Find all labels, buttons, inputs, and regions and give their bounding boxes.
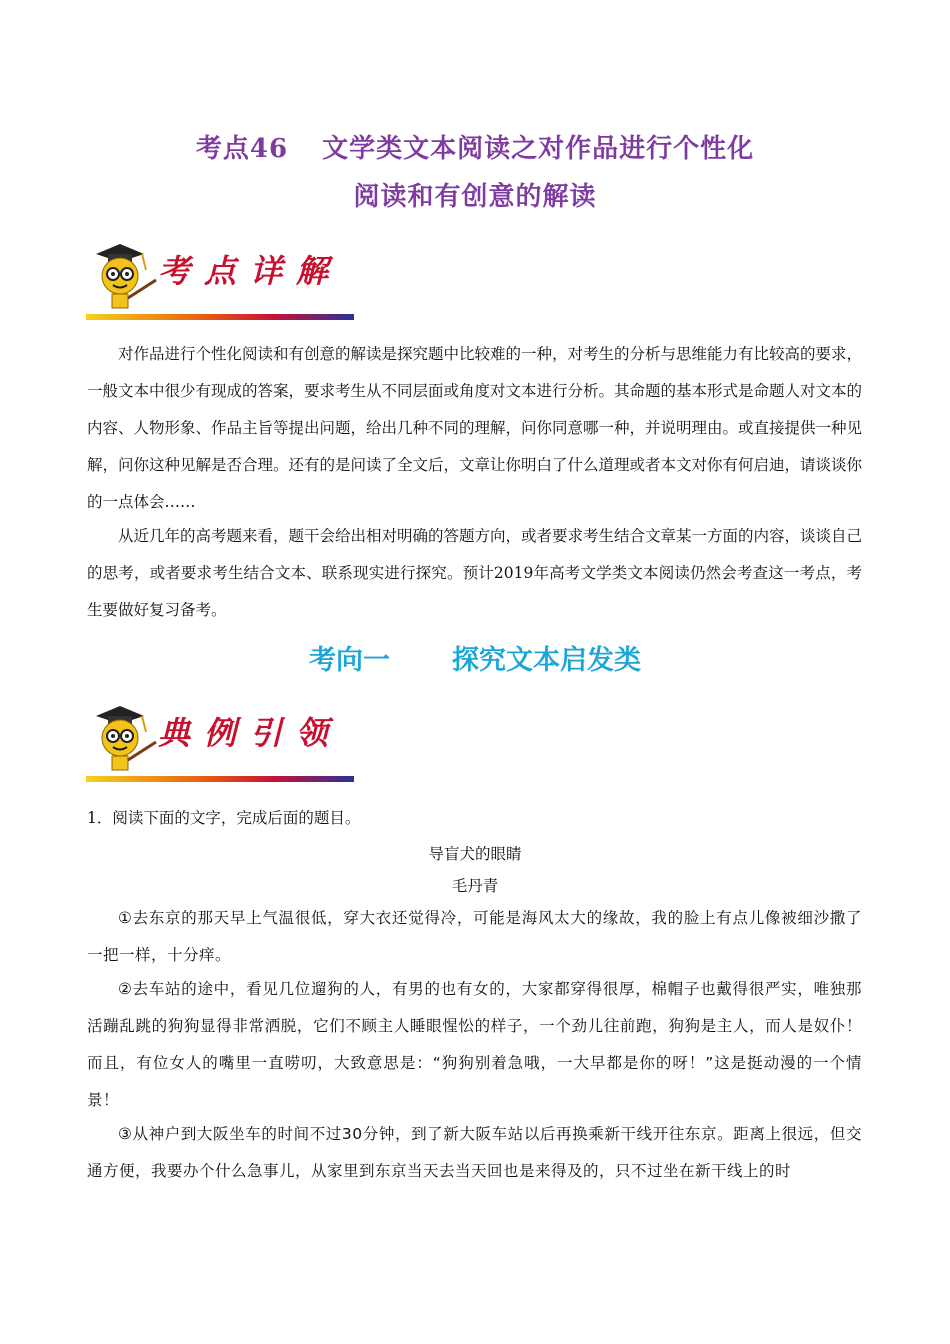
banner-underline bbox=[86, 314, 354, 320]
banner-label: 典例引领 bbox=[158, 714, 343, 752]
intro-paragraph-1: 对作品进行个性化阅读和有创意的解读是探究题中比较难的一种，对考生的分析与思维能力有比较高的要求，一般文本中很少有现成的答案，要求考生从不同层面或角度对文本进行分析。其命题的基本形式是命题人对文本的内容、人物形象、作品主旨等提出问题，给出几种不同的理解，问你同意哪一种，并说明理由。或直接提供一种见解，问你这种见解是否合理。还有的是问读了全文后，文章让你明白了什么道理或者本文对你有何启迪，请谈谈你的一点体会…… bbox=[87, 345, 863, 511]
page-title-line1 bbox=[0, 128, 950, 165]
article-author: 毛丹青 bbox=[451, 877, 499, 895]
banner-label: 考点详解 bbox=[158, 252, 343, 290]
banner-kaodian-xiangjie bbox=[86, 240, 356, 320]
page-title-line2: 阅读和有创意的解读 bbox=[353, 182, 597, 212]
article-title: 导盲犬的眼睛 bbox=[428, 845, 522, 863]
banner-dianli-yinling bbox=[86, 702, 356, 782]
section-name: 探究文本启发类 bbox=[452, 645, 641, 676]
section-label: 考向一 bbox=[309, 645, 390, 676]
question-instruction: 1．阅读下面的文字，完成后面的题目。 bbox=[87, 809, 361, 827]
article-paragraph-1: ①去东京的那天早上气温很低，穿大衣还觉得冷，可能是海风太大的缘故，我的脸上有点儿像被细沙撒了一把一样，十分痒。 bbox=[87, 909, 862, 964]
banner-underline bbox=[86, 776, 354, 782]
section-heading bbox=[0, 638, 950, 677]
intro-paragraph-2: 从近几年的高考题来看，题干会给出相对明确的答题方向，或者要求考生结合文章某一方面的内容，谈谈自己的思考，或者要求考生结合文本、联系现实进行探究。预计2019年高考文学类文本阅读仍然会考查这一考点，考生要做好复习备考。 bbox=[87, 527, 863, 619]
article-paragraph-2: ②去车站的途中，看见几位遛狗的人，有男的也有女的，大家都穿得很厚，棉帽子也戴得很严实，唯独那活蹦乱跳的狗狗显得非常洒脱，它们不顾主人睡眼惺忪的样子，一个劲儿往前跑，狗狗是主人，而人是奴仆！而且，有位女人的嘴里一直唠叨，大致意思是：“狗狗别着急哦，一大早都是你的呀！”这是挺动漫的一个情景！ bbox=[87, 980, 862, 1109]
article-paragraph-3: ③从神户到大阪坐车的时间不过30分钟，到了新大阪车站以后再换乘新干线开往东京。距离上很远，但交通方便，我要办个什么急事儿，从家里到东京当天去当天回也是来得及的，只不过坐在新干线上的时 bbox=[87, 1125, 862, 1180]
title-prefix: 考点46 bbox=[195, 134, 289, 164]
graduate-mascot-icon bbox=[86, 702, 158, 778]
title-main: 文学类文本阅读之对作品进行个性化 bbox=[322, 134, 755, 164]
graduate-mascot-icon bbox=[86, 240, 158, 316]
